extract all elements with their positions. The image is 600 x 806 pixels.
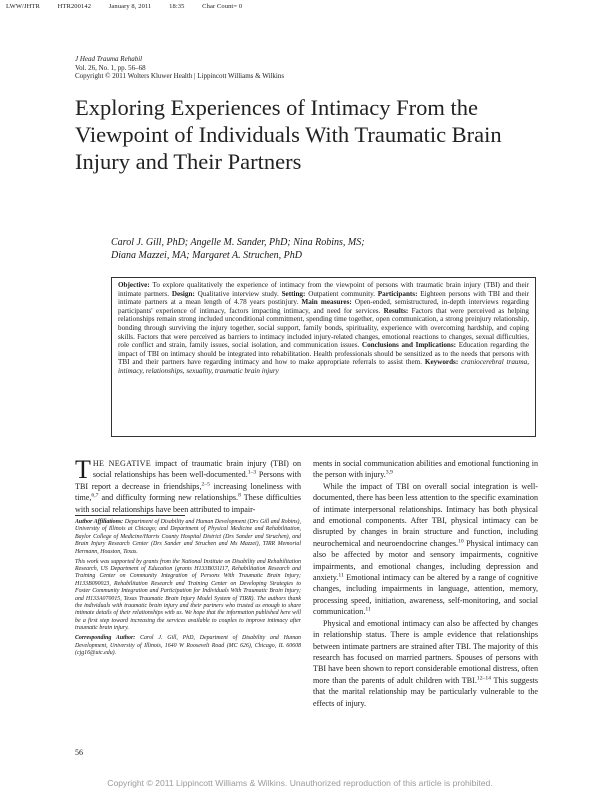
- journal-code: LWW/JHTR: [6, 3, 40, 10]
- drop-cap: T: [75, 455, 91, 484]
- article-title: Exploring Experiences of Intimacy From the Viewpoint of Individuals With Traumatic Brain Injury and Their Partners: [75, 95, 502, 174]
- abstract-setting-label: Setting:: [281, 289, 306, 298]
- abstract-design-text: Qualitative interview study.: [197, 289, 279, 298]
- author-list: [111, 237, 531, 262]
- abstract-results-label: Results:: [383, 306, 409, 315]
- body-text: Persons with TBI report a decrease in friendships,: [75, 470, 301, 491]
- journal-name: J Head Trauma Rehabil: [75, 55, 143, 63]
- footnote-affiliations: [75, 519, 301, 556]
- page-number: 56: [75, 748, 83, 757]
- copyright-footer: Copyright © 2011 Lippincott Williams & Wilkins. Unauthorized reproduction of this article is prohibited.: [107, 778, 493, 788]
- article-id: HTR200142: [57, 3, 92, 10]
- body-text: Physical and emotional intimacy can also be affected by changes in relationship status. There is ample evidence that relationships between intimate partners are strained after TBI. The majority of this research has focused on married partners. Spouses of persons with TBI have been shown to report considerable emotional distress, often more than the parents of adult children with TBI.: [313, 618, 538, 685]
- citation: 11: [365, 606, 371, 613]
- header-time: 18:35: [169, 3, 185, 10]
- abstract-results-text: Factors that were perceived as helping relationships remain strong included unconditional commitment, spending time together, open communication, a strong preinjury relationship, bonding through surviving the injury together, social support, family bonds, spirituality, experience with overcoming hardship, and coping skills. Factors that were perceived as barriers to intimacy included injury-related changes, emotional reactions to changes, sexual difficulties, role conflict and strain, family issues, social isolation, and communication issues.: [118, 306, 529, 350]
- body-column-left: [75, 455, 301, 515]
- body-paragraph: [313, 481, 538, 618]
- volume-pages: Vol. 26, No. 1, pp. 56–68: [75, 63, 146, 72]
- abstract-setting-text: Outpatient community.: [308, 289, 375, 298]
- abstract-keywords-label: Keywords:: [424, 358, 459, 367]
- abstract-conclusions-text: Education regarding the impact of TBI on intimacy should be integrated into rehabilitation. Health professionals should be sensitized as to the needs that persons with TBI and their partners have regarding intimacy and how to make appropriate referrals to assist them.: [118, 341, 529, 367]
- authors-line-1: Carol J. Gill, PhD; Angelle M. Sander, PhD; Nina Robins, MS;: [111, 237, 365, 248]
- footnote-corresponding: [75, 635, 301, 657]
- citation: 6,7: [91, 492, 99, 499]
- running-header: [6, 3, 594, 15]
- body-text: Physical intimacy can also be affected by motor and sensory impairments, cognitive impairments, and emotional changes, including depression and anxiety.: [313, 538, 538, 583]
- abstract-measures-text: Open-ended, semistructured, in-depth interviews regarding participants' experience of intimacy, factors impacting intimacy, and need for services.: [118, 298, 529, 315]
- body-text: impact of traumatic brain injury (TBI) on social relationships has been well-documented.: [92, 459, 301, 480]
- journal-copyright: Copyright © 2011 Wolters Kluwer Health | Lippincott Williams & Wilkins: [75, 72, 285, 81]
- body-paragraph: [75, 455, 301, 515]
- citation: 3,9: [385, 469, 393, 476]
- corresponding-label: Corresponding Author:: [75, 635, 136, 642]
- citation: 10: [458, 538, 464, 545]
- affiliations-text: Department of Disability and Human Development (Drs Gill and Robins), University of Illinois at Chicago; and Department of Physical Medicine and Rehabilitation, Baylor College of Medicine/Harris County Hospital District (Drs Sander and Struchen), and Brain Injury Research Center (Drs Sander and Struchen and Ms Mazzei), TIRR Memorial Hermann, Houston, Texas.: [75, 519, 301, 555]
- abstract-objective-label: Objective:: [118, 281, 150, 289]
- citation: 8: [238, 492, 241, 499]
- abstract-measures-label: Main measures:: [301, 298, 352, 307]
- body-text: Emotional intimacy can be altered by a range of cognitive changes, including impairments in language, attention, memory, processing speed, initiation, awareness, self-monitoring, and social communication.: [313, 573, 538, 617]
- abstract-keywords-text: craniocerebral trauma, intimacy, relationships, sexuality, traumatic brain injury: [118, 358, 529, 375]
- body-text: These difficulties with social relationships have been attributed to impair-: [75, 493, 301, 514]
- abstract-conclusions-label: Conclusions and Implications:: [361, 341, 457, 350]
- authors-line-2: Diana Mazzei, MA; Margaret A. Struchen, PhD: [111, 249, 302, 261]
- body-text: This suggests that the marital relationship may be particularly vulnerable to the effects of injury.: [313, 675, 538, 708]
- lead-in: HE NEGATIVE: [92, 459, 152, 468]
- body-paragraph: [313, 458, 538, 481]
- char-count: Char Count= 0: [202, 3, 243, 10]
- body-text: increasing loneliness with time,: [75, 481, 301, 503]
- citation: 12–14: [476, 675, 491, 682]
- header-date: January 8, 2011: [108, 3, 152, 10]
- corresponding-text: Carol J. Gill, PhD, Department of Disability and Human Development, University of Illinois, 1640 W Roosevelt Road (MC 626), Chicago, IL 60608 (cjg16@uic.edu).: [75, 635, 301, 656]
- footnotes: [75, 519, 301, 660]
- abstract-participants-text: Eighteen persons with TBI and their intimate partners at a mean length of 4.78 years postinjury.: [118, 289, 529, 307]
- body-text: While the impact of TBI on overall social integration is well-documented, there has been less attention to the specific examination of intimate interpersonal relationships. Intimacy has both physical and emotional components. After TBI, physical intimacy can be disrupted by changes in brain structure and function, including neurochemical and neuroendocrine changes.: [313, 481, 538, 548]
- citation: 11: [338, 572, 344, 579]
- footnote-support: This work was supported by grants from the National Institute on Disability and Rehabilitation Research, US Department of Education (grants H133B031117, Rehabilitation Research and Training Center on Community Integration of Persons With Traumatic Brain Injury; H133B090023, Rehabilitation Research and Training Center on Developing Strategies to Foster Community Integration and Participation for Individuals With Traumatic Brain Injury; and H133A070015, Texas Traumatic Brain Injury Model System of TIRR). The authors thank the individuals with traumatic brain injury and their partners who trusted us enough to share intimate details of their relationships with us. We hope that the information published here will be a first step toward increasing the services available to couples to improve intimacy after traumatic brain injury.: [75, 558, 301, 632]
- citation: 2–5: [201, 481, 210, 488]
- body-paragraph: [313, 618, 538, 709]
- body-column-right: [313, 458, 538, 709]
- abstract-objective-text: To explore qualitatively the experience of intimacy from the viewpoint of persons with traumatic brain injury (TBI) and their intimate partners.: [118, 281, 529, 298]
- affiliations-label: Author Affiliations:: [75, 519, 124, 525]
- body-text: and difficulty forming new relationships.: [98, 493, 239, 503]
- body-text: ments in social communication abilities and emotional functioning in the person with injury.: [313, 459, 538, 480]
- abstract: [111, 277, 536, 437]
- abstract-design-label: Design:: [171, 289, 195, 298]
- citation: 1–3: [247, 469, 257, 476]
- abstract-participants-label: Participants:: [377, 289, 418, 298]
- footnote-divider: [75, 515, 185, 516]
- journal-info: [75, 55, 284, 81]
